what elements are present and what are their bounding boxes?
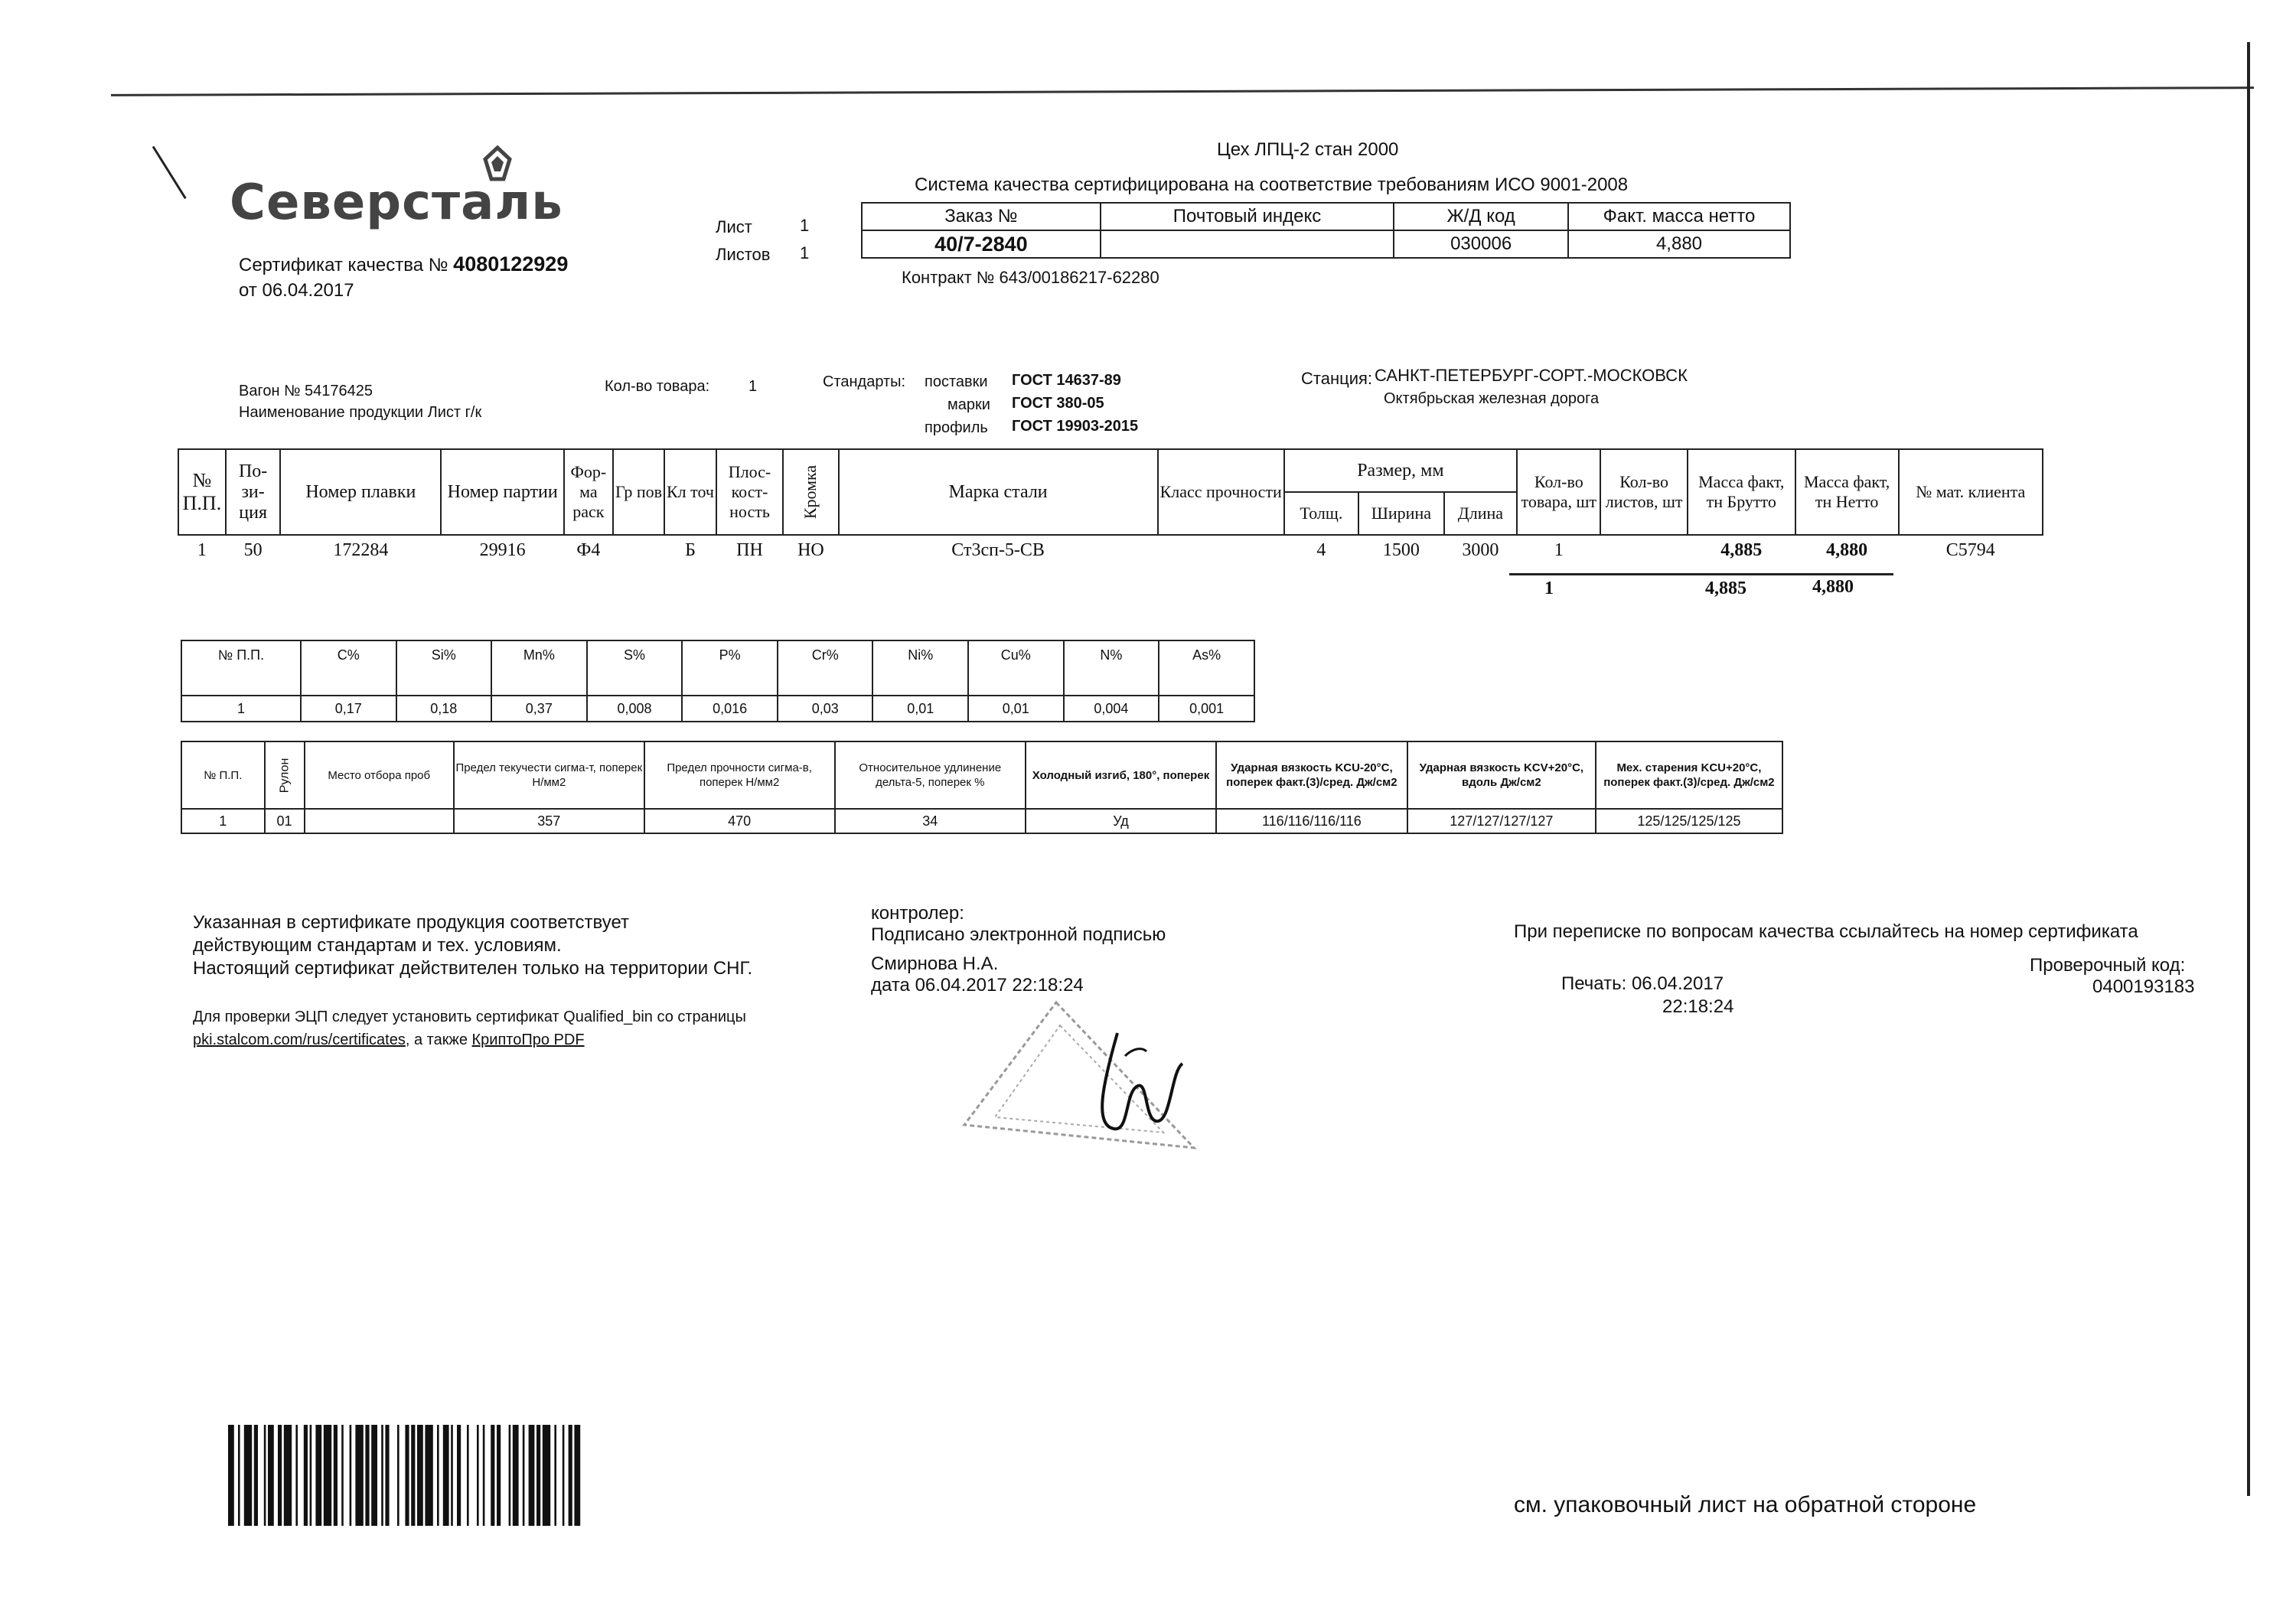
barcode-bar [477,1425,479,1526]
barcode-bar [341,1425,344,1526]
col-strength-class: Класс прочности [1158,449,1284,535]
logo-text: Северсталь [230,174,563,231]
chem-value-cell: 0,37 [491,696,587,722]
sheet-label: Лист [716,217,752,236]
certificates-link[interactable]: pki.stalcom.com/rus/certificates [193,1031,406,1048]
mech-header-cell: Место отбора проб [305,741,454,809]
total-net: 4,880 [1812,577,1854,597]
chem-header-cell: Mn% [491,640,587,696]
correspondence-note: При переписке по вопросам качества ссылайтесь на номер сертификата [1514,921,2138,942]
cell-batch: 29916 [479,540,526,560]
station-label: Станция: [1301,369,1373,388]
col-qty: Кол-во товара, шт [1517,449,1600,535]
postal-value [1101,230,1394,258]
sheets-value: 1 [800,243,810,262]
col-gross: Масса факт, тн Брутто [1688,449,1795,535]
signer-name: Смирнова Н.А. [871,953,999,974]
mech-header-cell: Относительное удлинение дельта-5, поперек % [835,741,1026,809]
signed-text: Подписано электронной подписью [871,924,1166,945]
col-form: Фор- ма раск [564,449,613,535]
barcode-bar [405,1425,409,1526]
cell-sheets [1600,535,1687,565]
barcode-bar [284,1425,292,1526]
mech-value-cell: 357 [454,809,644,833]
net-mass-value: 4,880 [1568,230,1790,258]
railway-name: Октябрьская железная дорога [1384,390,1600,407]
cell-num: 1 [197,540,207,560]
compliance-line-3: Настоящий сертификат действителен только на территории СНГ. [193,958,753,979]
barcode-bar [238,1425,240,1526]
chem-header-cell: № П.П. [181,640,301,696]
ecp-instructions: Для проверки ЭЦП следует установить сертификат Qualified_bin со страницы [193,1009,746,1025]
barcode-bar [443,1425,449,1526]
barcode-bar [417,1425,423,1526]
col-thickness: Толщ. [1284,492,1358,535]
barcode-bar [268,1425,274,1526]
cell-position: 50 [243,540,263,560]
quantity-value: 1 [748,378,758,395]
col-steel-grade: Марка стали [839,449,1158,535]
chemistry-table [181,640,1255,722]
rail-code-header: Ж/Д код [1394,203,1568,230]
sheets-label: Листов [716,245,771,264]
cell-form: Ф4 [576,540,601,560]
barcode-bar [254,1425,258,1526]
barcode-bar [523,1425,525,1526]
chem-header-cell: Cu% [968,640,1064,696]
ecp-also-text: , а также [405,1031,472,1048]
check-code-label: Проверочный код: [2030,955,2186,976]
order-number: 40/7-2840 [862,230,1101,258]
total-qty: 1 [1544,578,1554,598]
certificate-line [239,253,568,276]
barcode-bar [324,1425,331,1526]
col-width: Ширина [1358,492,1444,535]
cell-length: 3000 [1462,540,1499,560]
cell-gross: 4,885 [1720,540,1763,560]
barcode-bar [513,1425,519,1526]
controller-label: контролер: [871,903,964,924]
col-client: № мат. клиента [1899,449,2043,535]
cell-edge: НО [797,540,824,560]
barcode-bar [264,1425,266,1526]
order-table [861,202,1791,259]
barcode-bar [543,1425,550,1526]
top-border-line [111,86,2254,96]
check-code: 0400193183 [2092,976,2195,997]
sheet-value: 1 [800,216,810,235]
mech-value-cell: 34 [835,809,1026,833]
net-mass-header: Факт. масса нетто [1568,203,1790,230]
packing-note: см. упаковочный лист на обратной стороне [1514,1492,1977,1517]
col-net: Масса факт, тн Нетто [1795,449,1899,535]
total-gross: 4,885 [1705,578,1746,598]
barcode-bar [371,1425,377,1526]
chem-value-cell: 1 [181,696,301,722]
mech-header-cell: Предел прочности сигма-в, поперек Н/мм2 [644,741,835,809]
rail-code-value: 030006 [1394,230,1568,258]
print-date: Печать: 06.04.2017 [1561,973,1724,994]
grade-label: марки [947,396,990,413]
barcode-bar [310,1425,312,1526]
barcode-bar [411,1425,415,1526]
col-num: № П.П. [178,449,226,535]
cell-net: 4,880 [1826,540,1868,560]
col-position: По- зи- ция [226,449,281,535]
col-size: Размер, мм [1284,449,1517,492]
company-logo [230,174,563,231]
barcode-bar [228,1425,234,1526]
mechanical-table [181,741,1783,834]
delivery-label: поставки [925,373,988,390]
barcode-bar [244,1425,252,1526]
col-sheets: Кол-во листов, шт [1600,449,1687,535]
barcode-bar [491,1425,494,1526]
signature-date: дата 06.04.2017 22:18:24 [871,975,1084,996]
grade-standard: ГОСТ 380-05 [1012,395,1104,412]
cell-heat: 172284 [333,540,389,560]
chem-header-cell: C% [301,640,396,696]
col-heat: Номер плавки [280,449,441,535]
barcode-bar [381,1425,383,1526]
chem-value-cell: 0,001 [1159,696,1254,722]
mech-header-cell: Мех. старения KCU+20°C, поперек факт.(3)/сред. Дж/см2 [1596,741,1782,809]
cell-flatness: ПН [736,540,763,560]
logo-emblem-icon [482,145,513,184]
mech-value-cell: 470 [644,809,835,833]
barcode-bar [425,1425,432,1526]
product-name: Наименование продукции Лист г/к [239,404,482,421]
barcode-bar [467,1425,469,1526]
cryptopro-link[interactable]: КриптоПро PDF [471,1031,585,1048]
mech-header-roll: Рулон [278,758,292,793]
right-edge-line [2247,42,2250,1496]
shop-name: Цех ЛПЦ-2 стан 2000 [1217,139,1399,160]
cell-steel-grade: Ст3сп-5-СВ [951,540,1045,560]
wagon-number: Вагон № 54176425 [239,383,373,399]
certificate-number: 4080122929 [453,253,569,275]
contract-label: Контракт № [902,268,995,287]
chem-value-cell: 0,17 [301,696,396,722]
ecp-links-line [193,1031,585,1049]
print-time: 22:18:24 [1662,996,1734,1017]
totals-separator [1509,573,1893,575]
barcode-bar [304,1425,308,1526]
mech-header-cell: Предел текучести сигма-т, поперек Н/мм2 [454,741,644,809]
scan-mark [152,146,187,199]
stamp-signature-icon [941,972,1217,1171]
mech-header-cell: Ударная вязкость KCU-20°C, поперек факт.(3)/сред. Дж/см2 [1216,741,1407,809]
mech-value-cell: 01 [265,809,305,833]
mech-value-cell: 116/116/116/116 [1216,809,1407,833]
barcode-bar [574,1425,580,1526]
cell-qty: 1 [1554,540,1564,560]
certificate-label: Сертификат качества № [239,255,448,275]
cell-client: С5794 [1945,540,1995,560]
mech-value-cell: Уд [1026,809,1216,833]
barcode-bar [334,1425,338,1526]
barcode-icon [228,1425,794,1526]
chem-value-cell: 0,18 [396,696,492,722]
cell-accuracy: Б [685,540,696,560]
chem-header-cell: S% [587,640,683,696]
col-batch: Номер партии [441,449,564,535]
certificate-date: от 06.04.2017 [239,280,354,301]
postal-header: Почтовый индекс [1101,203,1394,230]
col-edge-cell [783,449,838,535]
barcode-bar [563,1425,565,1526]
table-row [178,535,2043,565]
chem-value-cell: 0,01 [872,696,968,722]
barcode-bar [497,1425,501,1526]
barcode-bar [385,1425,389,1526]
mech-value-cell: 1 [181,809,265,833]
chem-value-cell: 0,004 [1064,696,1159,722]
col-group: Гр пов [613,449,665,535]
chem-header-cell: P% [682,640,778,696]
mech-header-cell: № П.П. [181,741,265,809]
col-flatness: Плос- кост- ность [716,449,784,535]
barcode-bar [315,1425,321,1526]
chem-header-cell: N% [1064,640,1159,696]
col-edge: Кромка [801,464,820,520]
chem-value-cell: 0,03 [778,696,873,722]
barcode-bar [295,1425,298,1526]
mech-value-cell [305,809,454,833]
barcode-bar [350,1425,352,1526]
chem-value-cell: 0,01 [968,696,1064,722]
iso-statement: Система качества сертифицирована на соответствие требованиям ИСО 9001-2008 [915,174,1629,195]
col-accuracy: Кл точ [664,449,716,535]
mech-header-cell: Холодный изгиб, 180°, поперек [1026,741,1216,809]
barcode-bar [509,1425,511,1526]
barcode-bar [451,1425,453,1526]
chem-header-cell: As% [1159,640,1254,696]
chem-value-cell: 0,008 [587,696,683,722]
barcode-bar [457,1425,461,1526]
station-value: САНКТ-ПЕТЕРБУРГ-СОРТ.-МОСКОВСК [1375,366,1688,385]
mech-header-cell [265,741,305,809]
product-table [178,448,2043,565]
mech-value-cell: 127/127/127/127 [1407,809,1596,833]
barcode-bar [365,1425,369,1526]
col-length: Длина [1444,492,1517,535]
order-header: Заказ № [862,203,1101,230]
chem-header-cell: Cr% [778,640,873,696]
quantity-label: Кол-во товара: [605,378,710,395]
profile-label: профиль [925,419,988,436]
barcode-bar [397,1425,400,1526]
delivery-standard: ГОСТ 14637-89 [1012,372,1121,389]
cell-group [613,535,665,565]
mech-value-cell: 125/125/125/125 [1596,809,1782,833]
cell-width: 1500 [1382,540,1420,560]
barcode-bar [278,1425,282,1526]
cell-thickness: 4 [1316,540,1326,560]
contract-number: 643/00186217-62280 [999,268,1159,287]
standards-label: Стандарты: [823,373,906,390]
barcode-bar [536,1425,540,1526]
compliance-line-2: действующим стандартам и тех. условиям. [193,935,562,956]
chem-value-cell: 0,016 [682,696,778,722]
barcode-bar [554,1425,556,1526]
contract-line [902,268,1159,288]
mech-header-cell: Ударная вязкость KCV+20°C, вдоль Дж/см2 [1407,741,1596,809]
barcode-bar [483,1425,485,1526]
barcode-bar [437,1425,439,1526]
profile-standard: ГОСТ 19903-2015 [1012,418,1139,435]
barcode-bar [529,1425,535,1526]
cell-strength-class [1158,535,1284,565]
barcode-bar [355,1425,363,1526]
chem-header-cell: Si% [396,640,492,696]
compliance-line-1: Указанная в сертификате продукция соответствует [193,912,630,933]
chem-header-cell: Ni% [872,640,968,696]
barcode-bar [569,1425,572,1526]
